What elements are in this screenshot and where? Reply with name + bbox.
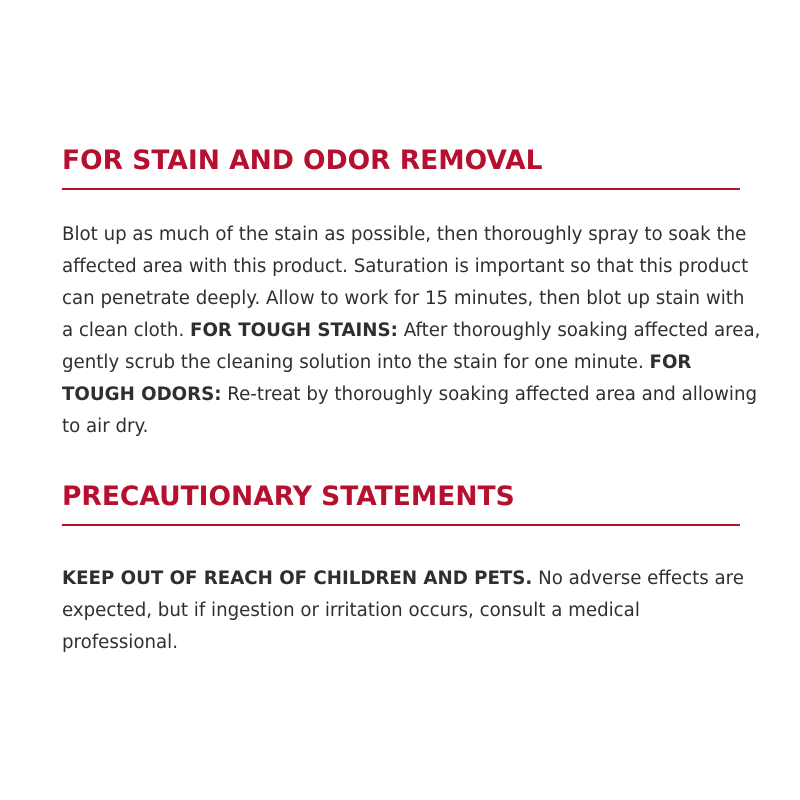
text-run: No adverse effects are <box>532 568 744 589</box>
text-run: to air dry. <box>62 416 149 437</box>
text-line <box>62 627 744 659</box>
text-line <box>62 347 760 379</box>
text-run: professional. <box>62 632 178 653</box>
text-run: After thoroughly soaking affected area, <box>397 320 761 341</box>
text-line <box>62 595 744 627</box>
text-run: affected area with this product. Saturation is important so that this product <box>62 256 749 277</box>
text-line <box>62 563 744 595</box>
text-line <box>62 379 760 411</box>
section-divider <box>62 188 740 190</box>
bold-phrase: FOR <box>649 352 692 373</box>
text-run: a clean cloth. <box>62 320 191 341</box>
text-line <box>62 283 760 315</box>
text-run: Blot up as much of the stain as possible, then thoroughly spray to soak the <box>62 224 747 245</box>
text-line <box>62 219 760 251</box>
bold-phrase: TOUGH ODORS: <box>62 384 222 405</box>
text-line <box>62 411 760 443</box>
stain-odor-instructions <box>62 219 760 443</box>
text-line <box>62 315 760 347</box>
text-run: can penetrate deeply. Allow to work for 15 minutes, then blot up stain with <box>62 288 745 309</box>
precautionary-text <box>62 563 744 659</box>
bold-phrase: FOR TOUGH STAINS: <box>190 320 398 341</box>
text-run: expected, but if ingestion or irritation occurs, consult a medical <box>62 600 640 621</box>
bold-phrase: KEEP OUT OF REACH OF CHILDREN AND PETS. <box>62 568 533 589</box>
text-run: gently scrub the cleaning solution into the stain for one minute. <box>62 352 650 373</box>
stain-odor-removal-heading: FOR STAIN AND ODOR REMOVAL <box>62 145 543 176</box>
precautionary-statements-heading: PRECAUTIONARY STATEMENTS <box>62 481 515 512</box>
text-line <box>62 251 760 283</box>
section-divider <box>62 524 740 526</box>
text-run: Re-treat by thoroughly soaking affected area and allowing <box>221 384 758 405</box>
